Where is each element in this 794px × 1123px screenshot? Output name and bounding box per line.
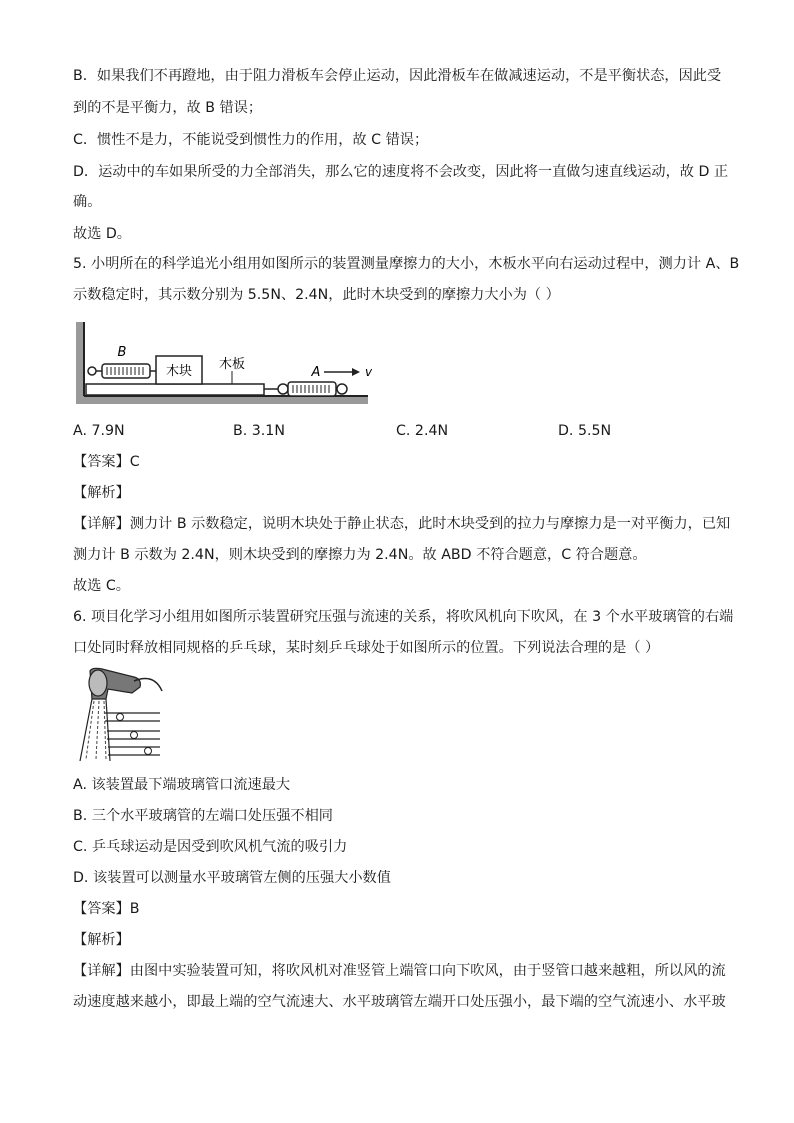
q4-option-b-line2: 到的不是平衡力，故 B 错误； [73, 100, 263, 116]
ping-pong-ball-middle [131, 732, 138, 739]
q6-stem-line2: 口处同时释放相同规格的乒乓球，某时刻乒乓球处于如图所示的位置。下列说法合理的是（ ） [73, 640, 660, 656]
q5-conclusion: 故选 C。 [73, 578, 130, 594]
velocity-arrowhead [352, 368, 360, 376]
q6-hairdryer-pipes-figure [72, 665, 168, 765]
gauge-a-ring [278, 384, 288, 394]
board [86, 384, 264, 395]
q5-analysis-tag: 【解析】 [73, 485, 130, 501]
gauge-a-label: A [311, 365, 321, 380]
q5-option-c: C. 2.4N [396, 423, 449, 439]
board-label: 木板 [218, 357, 246, 372]
q6-detail-line2: 动速度越来越小，即最上端的空气流速大、水平玻璃管左端开口处压强小，最下端的空气流速小、水平玻 [73, 994, 726, 1010]
q6-stem-line1: 6. 项目化学习小组用如图所示装置研究压强与流速的关系，将吹风机向下吹风，在 3 个水平玻璃管的右端 [73, 609, 734, 625]
q5-option-d: D. 5.5N [558, 423, 612, 439]
funnel-left-wall [80, 699, 92, 761]
q5-option-b: B. 3.1N [233, 423, 285, 439]
q4-option-b-line1: B．如果我们不再蹬地，由于阻力滑板车会停止运动，因此滑板车在做减速运动，不是平衡状态，因此受 [73, 68, 722, 84]
q5-detail-line2: 测力计 B 示数为 2.4N，则木块受到的摩擦力为 2.4N。故 ABD 不符合题意，C 符合题意。 [73, 547, 647, 563]
q6-option-d: D. 该装置可以测量水平玻璃管左侧的压强大小数值 [73, 870, 391, 886]
q6-answer: B [129, 901, 140, 917]
ground [76, 396, 368, 404]
q6-answer-line [73, 899, 140, 919]
q6-option-a: A. 该装置最下端玻璃管口流速最大 [73, 777, 291, 793]
airflow-lines [86, 701, 106, 759]
q5-friction-apparatus-figure [72, 318, 372, 410]
q6-answer-tag: 【答案】 [73, 901, 130, 917]
funnel-right-wall [106, 699, 110, 761]
q6-analysis-tag: 【解析】 [73, 932, 130, 948]
velocity-label: v [365, 365, 372, 379]
q5-detail-line1 [73, 514, 730, 534]
wall [76, 322, 84, 402]
q6-option-b: B. 三个水平玻璃管的左端口处压强不相同 [73, 808, 333, 824]
q6-detail-line1 [73, 961, 726, 981]
q5-detail-tag: 【详解】 [73, 516, 130, 532]
q5-answer-tag: 【答案】 [73, 454, 130, 470]
q5-answer-line [73, 452, 140, 472]
ping-pong-ball-bottom [145, 748, 152, 755]
q5-answer: C [129, 454, 140, 470]
gauge-a-pull-ring [337, 384, 347, 394]
q5-option-a: A. 7.9N [73, 423, 125, 439]
hair-dryer-head [89, 670, 107, 696]
q5-stem-line2: 示数稳定时，其示数分别为 5.5N、2.4N，此时木块受到的摩擦力大小为（ ） [73, 287, 560, 303]
q5-stem-line1: 5. 小明所在的科学追光小组用如图所示的装置测量摩擦力的大小，木板水平向右运动过程中，测力计 A、B [73, 256, 740, 272]
wood-block-label: 木块 [165, 364, 193, 379]
ping-pong-ball-top [117, 714, 124, 721]
q5-detail-text-line1: 测力计 B 示数稳定，说明木块处于静止状态，此时木块受到的拉力与摩擦力是一对平衡力，已知 [129, 516, 731, 532]
q6-detail-text-line1: 由图中实验装置可知，将吹风机对准竖管上端管口向下吹风，由于竖管口越来越粗，所以风的流 [129, 963, 726, 979]
wall-hook [88, 367, 96, 375]
gauge-b-label: B [117, 345, 127, 360]
q4-option-d-line1: D．运动中的车如果所受的力全部消失，那么它的速度将不会改变，因此将一直做匀速直线运动，故 D 正 [73, 164, 729, 180]
q4-option-c-line: C．惯性不是力，不能说受到惯性力的作用，故 C 错误； [73, 132, 429, 148]
q6-detail-tag: 【详解】 [73, 963, 130, 979]
q4-option-d-line2: 确。 [73, 194, 102, 210]
q4-conclusion: 故选 D。 [73, 226, 131, 242]
q6-option-c: C. 乒乓球运动是因受到吹风机气流的吸引力 [73, 839, 348, 855]
